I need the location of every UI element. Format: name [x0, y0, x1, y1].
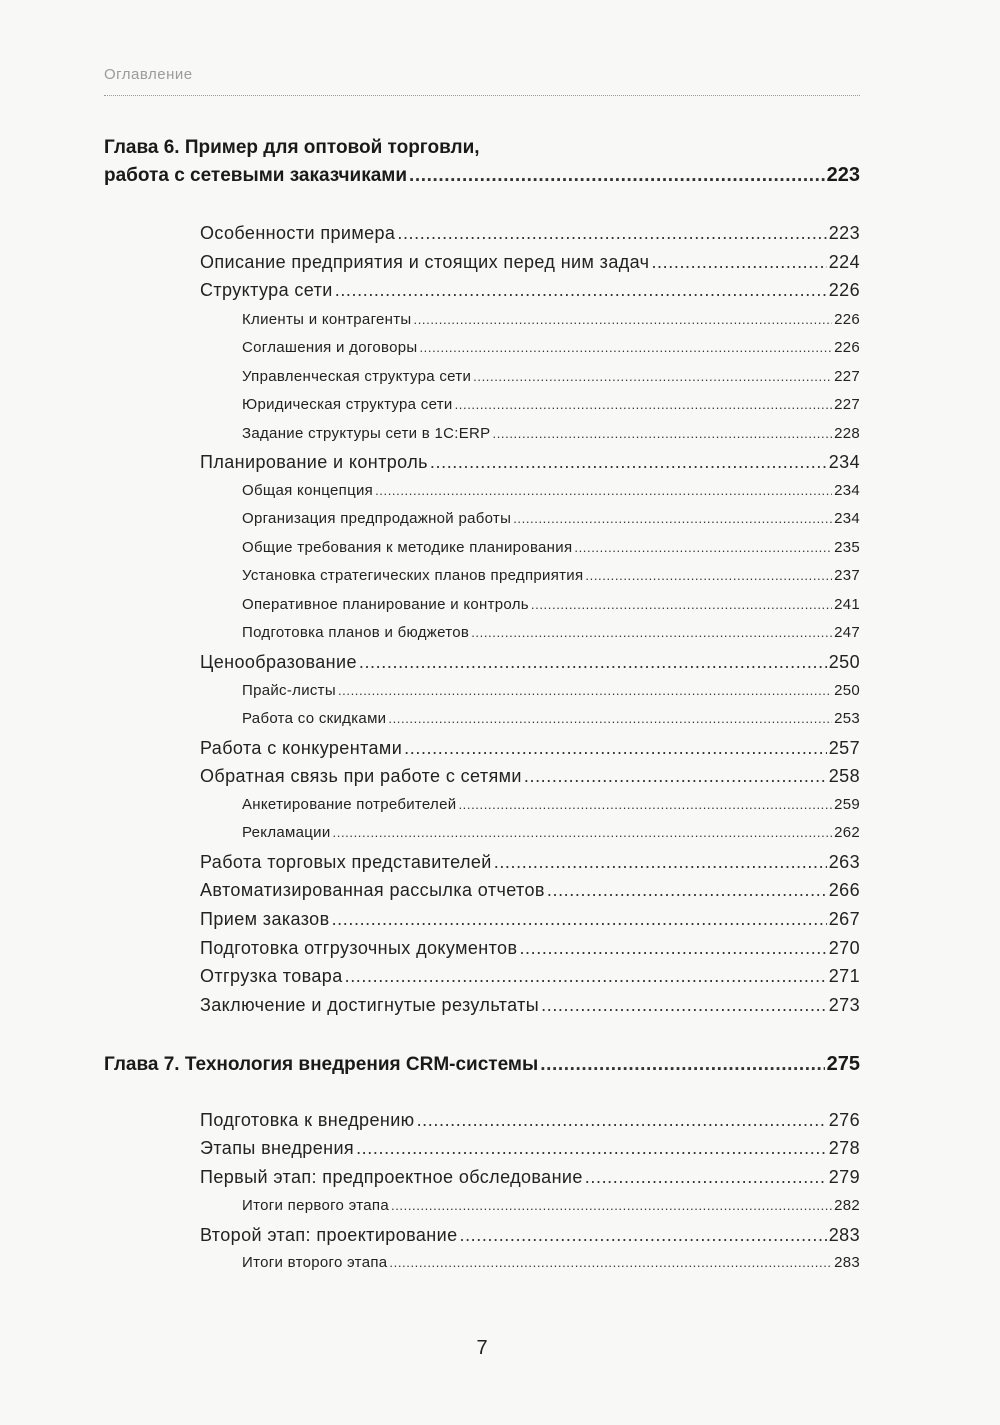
toc-entry-page: 266 — [828, 880, 860, 900]
toc-entry-title: Работа торговых представителей — [200, 852, 492, 872]
toc-entry-title: Автоматизированная рассылка отчетов — [200, 880, 545, 900]
toc-entry-title: Юридическая структура сети — [242, 396, 453, 413]
toc-subentry[interactable] — [242, 624, 860, 641]
toc-entry-page: 247 — [834, 624, 860, 641]
toc-entry-title: Особенности примера — [200, 223, 396, 243]
toc-entry-page: 250 — [828, 652, 860, 672]
toc-entry[interactable] — [200, 280, 860, 301]
toc-subentry[interactable] — [242, 482, 860, 499]
leader-dots — [524, 766, 827, 787]
toc-entry-page: 223 — [828, 223, 860, 243]
toc-subentry[interactable] — [242, 710, 860, 727]
toc-entry-title: Отгрузка товара — [200, 966, 343, 986]
toc-entry[interactable] — [200, 909, 860, 930]
leader-dots — [419, 339, 832, 356]
toc-subentry[interactable] — [242, 339, 860, 356]
toc-entry[interactable] — [200, 1225, 860, 1246]
toc-entry-title: Рекламации — [242, 824, 331, 841]
toc-entry-title: Прием заказов — [200, 909, 330, 929]
toc-entry-page: 227 — [834, 396, 860, 413]
leader-dots — [359, 652, 827, 673]
toc-entry-page: 226 — [834, 339, 860, 356]
toc-entry[interactable] — [200, 223, 860, 244]
toc-subentry[interactable] — [242, 396, 860, 413]
toc-entry[interactable] — [200, 852, 860, 873]
leader-dots — [493, 425, 833, 442]
toc-entry-title: Работа со скидками — [242, 710, 387, 727]
toc-entry-title: Общие требования к методике планирования — [242, 539, 573, 556]
toc-entry-page: 263 — [828, 852, 860, 872]
toc-entry[interactable] — [200, 738, 860, 759]
toc-entry-page: 234 — [828, 452, 860, 472]
toc-subentry[interactable] — [242, 1197, 860, 1214]
chapter-6-title-line2: работа с сетевыми заказчиками — [104, 165, 408, 186]
toc-entry-title: Оперативное планирование и контроль — [242, 596, 529, 613]
leader-dots — [574, 539, 832, 556]
toc-entry-title: Соглашения и договоры — [242, 339, 418, 356]
toc-subentry[interactable] — [242, 425, 860, 442]
toc-entry-page: 226 — [828, 280, 860, 300]
toc-entry-page: 257 — [828, 738, 860, 758]
chapter-7-title-text: Глава 7. Технология внедрения CRM-системы — [104, 1054, 539, 1075]
toc-entry-title: Описание предприятия и стоящих перед ним задач — [200, 252, 650, 272]
toc-entry-title: Организация предпродажной работы — [242, 510, 512, 527]
toc-subentry[interactable] — [242, 539, 860, 556]
toc-entry-title: Заключение и достигнутые результаты — [200, 995, 540, 1015]
leader-dots — [333, 824, 833, 841]
toc-entry-page: 276 — [828, 1110, 860, 1130]
toc-entry[interactable] — [200, 652, 860, 673]
toc-entry[interactable] — [200, 995, 860, 1016]
leader-dots — [458, 796, 832, 813]
toc-entry[interactable] — [200, 252, 860, 273]
toc-entry[interactable] — [200, 1110, 860, 1131]
toc-entry-title: Клиенты и контрагенты — [242, 311, 412, 328]
toc-entry-title: Второй этап: проектирование — [200, 1225, 458, 1245]
leader-dots — [513, 510, 832, 527]
toc-entry-title: Подготовка к внедрению — [200, 1110, 415, 1130]
toc-entry-page: 278 — [828, 1138, 860, 1158]
page-number: 7 — [476, 1337, 488, 1359]
toc-entry-title: Ценообразование — [200, 652, 357, 672]
leader-dots — [531, 596, 832, 613]
leader-dots — [335, 280, 827, 301]
toc-entry-title: Работа с конкурентами — [200, 738, 403, 758]
header-divider — [104, 95, 860, 96]
toc-entry-page: 228 — [834, 425, 860, 442]
toc-entry[interactable] — [200, 1167, 860, 1188]
leader-dots — [388, 710, 832, 727]
leader-dots — [459, 1225, 826, 1246]
toc-subentry[interactable] — [242, 1254, 860, 1271]
leader-dots — [471, 624, 832, 641]
leader-dots — [540, 1054, 824, 1076]
toc-entry-page: 250 — [834, 682, 860, 699]
toc-entry-page: 283 — [828, 1225, 860, 1245]
toc-entry-page: 282 — [834, 1197, 860, 1214]
toc-entry-title: Установка стратегических планов предприятия — [242, 567, 584, 584]
toc-entry-page: 283 — [834, 1254, 860, 1271]
toc-entry[interactable] — [200, 1138, 860, 1159]
chapter-7-page: 275 — [826, 1053, 860, 1075]
toc-entry-title: Подготовка планов и бюджетов — [242, 624, 470, 641]
chapter-6-title-line1[interactable]: Глава 6. Пример для оптовой торговли, — [104, 137, 480, 158]
toc-entry-page: 241 — [834, 596, 860, 613]
toc-entry-page: 227 — [834, 368, 860, 385]
toc-entry[interactable] — [200, 966, 860, 987]
leader-dots — [585, 567, 832, 584]
toc-entry-page: 224 — [828, 252, 860, 272]
leader-dots — [541, 995, 827, 1016]
leader-dots — [547, 880, 827, 901]
toc-entry-title: Структура сети — [200, 280, 333, 300]
leader-dots — [332, 909, 827, 930]
leader-dots — [651, 252, 826, 273]
toc-entry-title: Задание структуры сети в 1С:ERP — [242, 425, 491, 442]
toc-entry-title: Подготовка отгрузочных документов — [200, 938, 518, 958]
leader-dots — [455, 396, 832, 413]
leader-dots — [430, 452, 827, 473]
toc-entry-page: 279 — [828, 1167, 860, 1187]
chapter-6-page: 223 — [826, 164, 860, 186]
toc-subentry[interactable] — [242, 368, 860, 385]
leader-dots — [356, 1138, 827, 1159]
toc-entry[interactable] — [200, 766, 860, 787]
leader-dots — [473, 368, 832, 385]
toc-entry-title: Обратная связь при работе с сетями — [200, 766, 522, 786]
chapter-7-title[interactable] — [104, 1053, 860, 1076]
toc-entry[interactable] — [200, 452, 860, 473]
leader-dots — [585, 1167, 827, 1188]
toc-entry-page: 235 — [834, 539, 860, 556]
toc-entry-page: 262 — [834, 824, 860, 841]
leader-dots — [417, 1110, 827, 1131]
toc-entry-page: 226 — [834, 311, 860, 328]
toc-entry-page: 273 — [828, 995, 860, 1015]
toc-entry-title: Анкетирование потребителей — [242, 796, 457, 813]
leader-dots — [391, 1197, 832, 1214]
running-header: Оглавление — [104, 66, 193, 83]
toc-entry-title: Этапы внедрения — [200, 1138, 355, 1158]
chapter-6-title[interactable] — [104, 164, 860, 187]
leader-dots — [345, 966, 827, 987]
toc-entry-title: Итоги второго этапа — [242, 1254, 388, 1271]
toc-subentry[interactable] — [242, 510, 860, 527]
toc-entry-title: Планирование и контроль — [200, 452, 428, 472]
toc-subentry[interactable] — [242, 796, 860, 813]
toc-entry-page: 259 — [834, 796, 860, 813]
toc-subentry[interactable] — [242, 824, 860, 841]
toc-entry-page: 267 — [828, 909, 860, 929]
toc-subentry[interactable] — [242, 596, 860, 613]
toc-entry[interactable] — [200, 880, 860, 901]
leader-dots — [414, 311, 833, 328]
toc-entry-page: 234 — [834, 510, 860, 527]
leader-dots — [494, 852, 827, 873]
toc-entry-title: Первый этап: предпроектное обследование — [200, 1167, 583, 1187]
toc-entry-page: 234 — [834, 482, 860, 499]
toc-entry-title: Итоги первого этапа — [242, 1197, 389, 1214]
toc-entry-page: 258 — [828, 766, 860, 786]
toc-entry-page: 271 — [828, 966, 860, 986]
leader-dots — [404, 738, 827, 759]
toc-subentry[interactable] — [242, 682, 860, 699]
leader-dots — [409, 165, 825, 187]
toc-entry-title: Управленческая структура сети — [242, 368, 472, 385]
toc-subentry[interactable] — [242, 567, 860, 584]
toc-entry-page: 253 — [834, 710, 860, 727]
leader-dots — [375, 482, 832, 499]
toc-entry-title: Прайс-листы — [242, 682, 336, 699]
toc-entry[interactable] — [200, 938, 860, 959]
toc-entry-title: Общая концепция — [242, 482, 374, 499]
toc-entry-page: 270 — [828, 938, 860, 958]
leader-dots — [338, 682, 832, 699]
leader-dots — [519, 938, 826, 959]
toc-subentry[interactable] — [242, 311, 860, 328]
leader-dots — [397, 223, 826, 244]
leader-dots — [389, 1254, 832, 1271]
toc-entry-page: 237 — [834, 567, 860, 584]
